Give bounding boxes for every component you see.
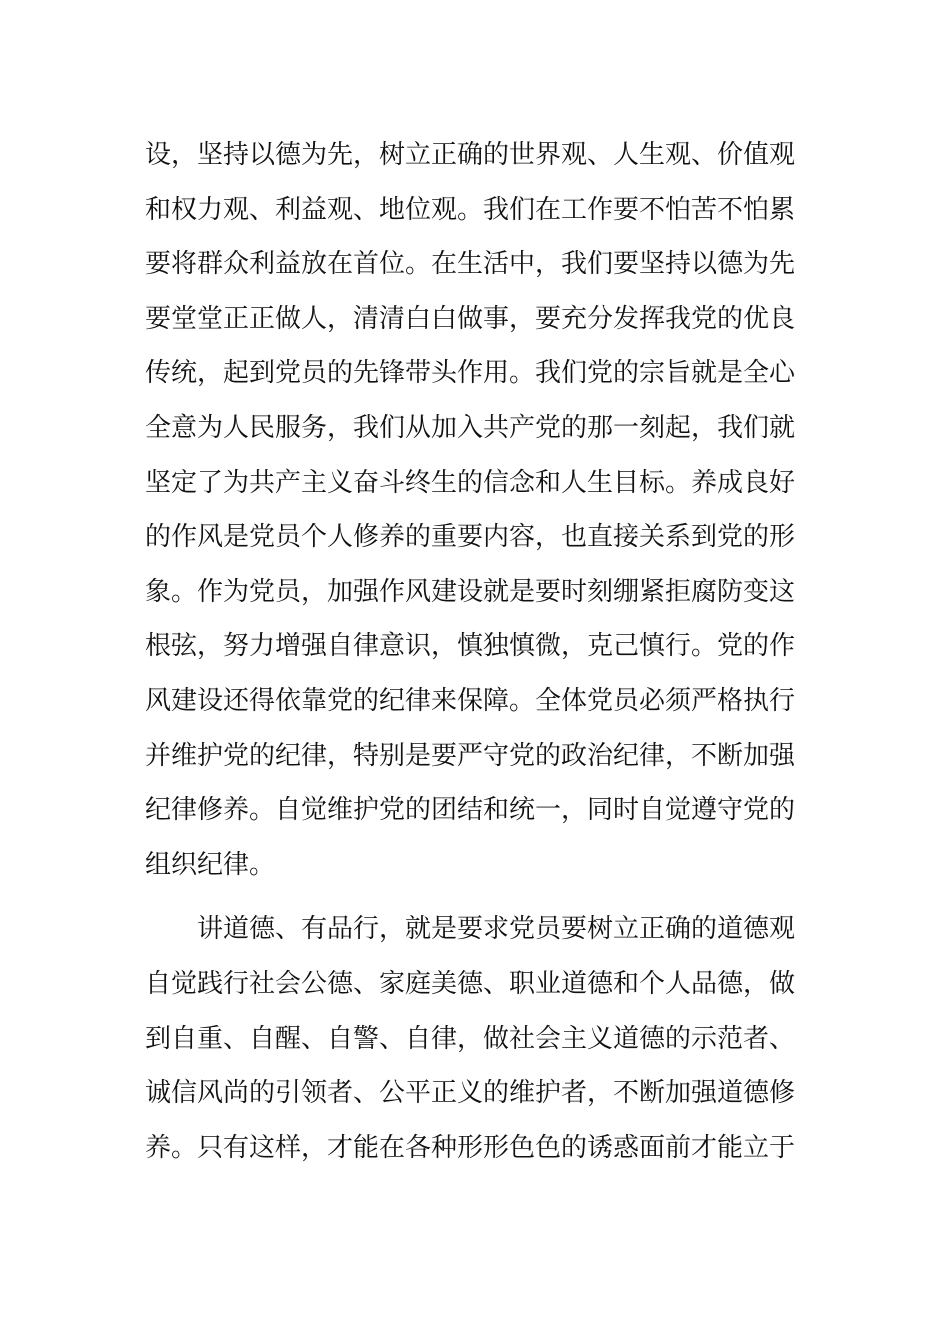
paragraph-line: 根弦，努力增强自律意识，慎独慎微，克己慎行。党的作 xyxy=(145,631,796,662)
paragraph-line: 要将群众利益放在首位。在生活中，我们要坚持以德为先 xyxy=(145,249,796,280)
paragraph-line: 诚信风尚的引领者、公平正义的维护者，不断加强道德修 xyxy=(145,1078,796,1109)
paragraph-line: 养。只有这样，才能在各种形形色色的诱惑面前才能立于 xyxy=(145,1132,796,1163)
paragraph-line: 讲道德、有品行，就是要求党员要树立正确的道德观 xyxy=(197,914,796,945)
paragraph-line: 和权力观、利益观、地位观。我们在工作要不怕苦不怕累 xyxy=(145,194,796,225)
paragraph-line: 的作风是党员个人修养的重要内容，也直接关系到党的形 xyxy=(145,522,796,553)
paragraph-line: 组织纪律。 xyxy=(145,849,276,880)
paragraph-line: 设，坚持以德为先，树立正确的世界观、人生观、价值观 xyxy=(145,140,796,170)
paragraph-line: 到自重、自醒、自警、自律，做社会主义道德的示范者、 xyxy=(145,1023,796,1054)
paragraph-line: 自觉践行社会公德、家庭美德、职业道德和个人品德，做 xyxy=(145,968,796,999)
paragraph-line: 并维护党的纪律，特别是要严守党的政治纪律，不断加强 xyxy=(145,740,796,771)
document-body xyxy=(145,128,815,1175)
paragraph-2 xyxy=(145,902,815,1175)
paragraph-line: 纪律修养。自觉维护党的团结和统一，同时自觉遵守党的 xyxy=(145,795,796,826)
paragraph-line: 风建设还得依靠党的纪律来保障。全体党员必须严格执行 xyxy=(145,685,796,716)
paragraph-line: 要堂堂正正做人，清清白白做事，要充分发挥我党的优良 xyxy=(145,303,796,334)
paragraph-line: 传统，起到党员的先锋带头作用。我们党的宗旨就是全心 xyxy=(145,358,796,389)
paragraph-line: 全意为人民服务，我们从加入共产党的那一刻起，我们就 xyxy=(145,412,796,443)
paragraph-line: 象。作为党员，加强作风建设就是要时刻绷紧拒腐防变这 xyxy=(145,576,796,607)
paragraph-1 xyxy=(145,128,815,892)
paragraph-line: 坚定了为共产主义奋斗终生的信念和人生目标。养成良好 xyxy=(145,467,796,498)
paragraph-spacer xyxy=(145,892,815,902)
